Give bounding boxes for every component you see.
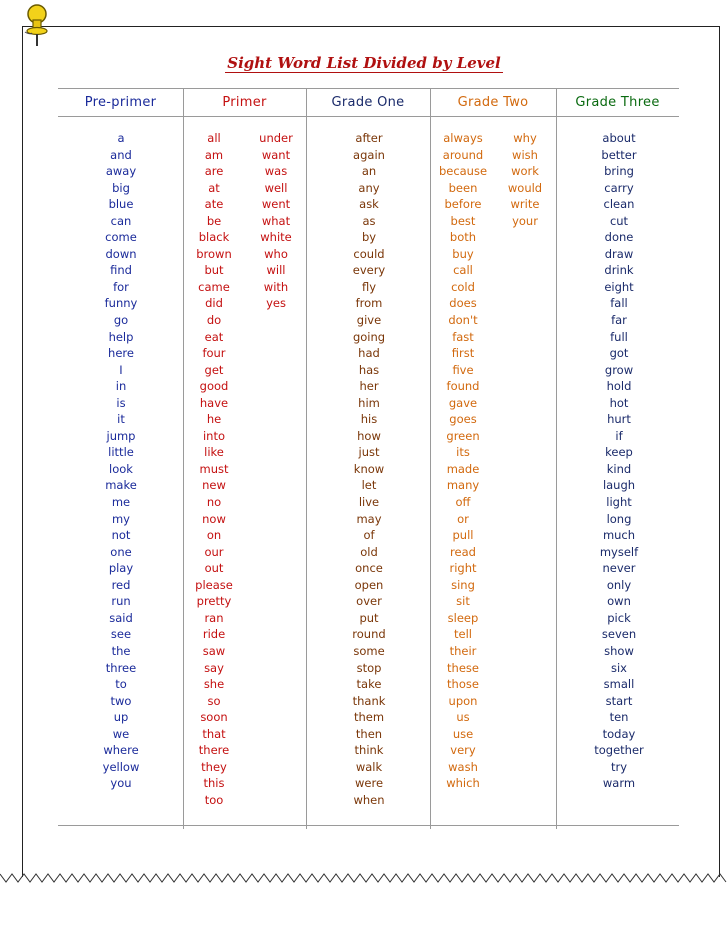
word-item: very <box>450 743 476 758</box>
word-item: call <box>453 263 473 278</box>
word-item: its <box>456 445 470 460</box>
word-item: draw <box>604 246 634 261</box>
word-item: no <box>206 495 222 510</box>
word-item: would <box>507 180 543 195</box>
word-item: yellow <box>102 759 140 774</box>
word-item: once <box>355 561 383 576</box>
word-item: black <box>198 230 230 245</box>
word-item: it <box>117 412 125 427</box>
word-item: an <box>361 164 377 179</box>
word-item: came <box>198 279 230 294</box>
word-item: new <box>202 478 226 493</box>
word-item: think <box>354 743 384 758</box>
word-item: white <box>260 230 292 245</box>
word-item: is <box>116 395 126 410</box>
word-item: know <box>353 461 385 476</box>
word-item: buy <box>452 246 474 261</box>
word-item: better <box>601 147 637 162</box>
word-item: thank <box>352 693 386 708</box>
word-item: much <box>602 528 636 543</box>
word-item: had <box>358 346 380 361</box>
word-item: or <box>457 511 469 526</box>
word-item: all <box>207 131 221 145</box>
word-item: help <box>108 329 134 344</box>
word-item: fly <box>361 279 377 294</box>
header-grade-three: Grade Three <box>575 95 660 110</box>
word-item: far <box>611 313 627 328</box>
word-item: see <box>110 627 132 642</box>
word-item: never <box>602 561 636 576</box>
word-item: hold <box>606 379 632 394</box>
word-item: from <box>355 296 383 311</box>
word-item: soon <box>200 710 228 725</box>
word-item: those <box>447 677 479 692</box>
word-item: sit <box>456 594 470 609</box>
word-item: up <box>113 710 129 725</box>
word-item: open <box>354 577 384 592</box>
word-item: the <box>111 643 131 658</box>
word-item: get <box>204 362 224 377</box>
word-item: every <box>352 263 386 278</box>
word-item: kind <box>606 461 632 476</box>
word-item: carry <box>604 180 634 195</box>
word-item: upon <box>448 693 478 708</box>
word-item: away <box>105 164 137 179</box>
word-item: pretty <box>196 594 232 609</box>
word-item: laugh <box>602 478 636 493</box>
word-item: use <box>452 726 474 741</box>
word-item: must <box>199 461 229 476</box>
word-item: four <box>202 346 226 361</box>
word-item: fall <box>610 296 628 311</box>
word-item: found <box>446 379 480 394</box>
column-divider <box>556 89 557 829</box>
word-item: our <box>204 544 224 559</box>
word-item: with <box>263 279 289 294</box>
word-item: yes <box>266 296 286 311</box>
word-item: grow <box>604 362 634 377</box>
word-item: make <box>105 478 137 493</box>
word-item: cold <box>451 279 475 294</box>
word-item: round <box>352 627 386 642</box>
word-item: tell <box>454 627 472 642</box>
word-item: hurt <box>607 412 631 427</box>
word-item: will <box>266 263 286 278</box>
word-item: sleep <box>447 610 479 625</box>
grade-two-column-1 <box>433 130 493 792</box>
preprimer-column <box>90 130 152 792</box>
word-item: around <box>442 147 484 162</box>
table-bottom-rule <box>58 825 679 826</box>
word-item: some <box>353 643 385 658</box>
word-item: your <box>512 213 538 228</box>
word-item: I <box>119 362 123 377</box>
word-item: ate <box>204 197 224 212</box>
word-item: play <box>108 561 134 576</box>
word-item: then <box>355 726 383 741</box>
word-item: after <box>355 131 383 145</box>
word-item: look <box>109 461 133 476</box>
word-item: which <box>446 776 480 791</box>
word-item: eight <box>604 279 634 294</box>
word-item: fast <box>452 329 474 344</box>
word-item: right <box>449 561 477 576</box>
word-item: again <box>353 147 385 162</box>
word-item: now <box>202 511 226 526</box>
word-item: jump <box>106 428 136 443</box>
word-item: when <box>353 792 385 807</box>
word-item: big <box>112 180 130 195</box>
word-item: before <box>444 197 482 212</box>
word-item: little <box>108 445 134 460</box>
page-title: Sight Word List Divided by Level <box>227 54 501 72</box>
zigzag-tear-edge <box>0 870 728 884</box>
word-item: red <box>111 577 131 592</box>
word-item: we <box>112 726 130 741</box>
word-item: a <box>117 131 125 145</box>
word-item: done <box>604 230 634 245</box>
word-item: were <box>354 776 384 791</box>
word-item: because <box>438 164 488 179</box>
word-item: this <box>203 776 225 791</box>
word-item: show <box>604 643 634 658</box>
word-item: made <box>446 461 480 476</box>
word-item: six <box>611 660 627 675</box>
word-item: myself <box>599 544 639 559</box>
word-item: us <box>456 710 470 725</box>
grade-two-column-2 <box>497 130 553 229</box>
word-item: cut <box>609 213 629 228</box>
primer-column-2 <box>250 130 302 312</box>
word-item: do <box>206 313 222 328</box>
word-item: said <box>109 610 133 625</box>
word-item: run <box>111 594 131 609</box>
word-item: best <box>450 213 476 228</box>
word-item: drink <box>604 263 634 278</box>
word-item: out <box>204 561 224 576</box>
word-item: in <box>115 379 127 394</box>
pushpin-icon <box>20 2 54 48</box>
word-item: where <box>103 743 139 758</box>
word-item: under <box>259 131 293 145</box>
word-item: both <box>449 230 477 245</box>
word-item: pick <box>607 610 631 625</box>
header-preprimer: Pre-primer <box>84 95 157 110</box>
word-item: only <box>606 577 632 592</box>
word-item: ride <box>202 627 226 642</box>
word-item: sing <box>451 577 475 592</box>
word-item: am <box>204 147 224 162</box>
word-item: ran <box>204 610 224 625</box>
word-item: two <box>110 693 132 708</box>
word-item: their <box>449 643 477 658</box>
word-item: what <box>261 213 291 228</box>
column-divider <box>430 89 431 829</box>
word-item: them <box>353 710 385 725</box>
word-item: goes <box>449 412 477 427</box>
word-item: my <box>111 511 130 526</box>
word-item: go <box>113 313 129 328</box>
word-item: off <box>455 495 471 510</box>
word-item: let <box>361 478 377 493</box>
word-item: him <box>358 395 380 410</box>
word-item: they <box>201 759 227 774</box>
word-item: hot <box>609 395 629 410</box>
word-item: could <box>353 246 385 261</box>
word-item: have <box>199 395 229 410</box>
word-item: warm <box>602 776 636 791</box>
word-item: good <box>199 379 229 394</box>
word-item: want <box>261 147 291 162</box>
word-item: on <box>206 528 222 543</box>
word-item: first <box>451 346 475 361</box>
word-item: today <box>602 726 636 741</box>
word-item: pull <box>452 528 474 543</box>
word-item: try <box>610 759 628 774</box>
word-item: clean <box>603 197 635 212</box>
word-item: please <box>195 577 233 592</box>
word-item: read <box>450 544 476 559</box>
word-item: own <box>607 594 631 609</box>
word-item: seven <box>601 627 637 642</box>
word-item: been <box>448 180 478 195</box>
word-item: funny <box>104 296 138 311</box>
word-item: not <box>111 528 131 543</box>
column-divider <box>183 89 184 829</box>
word-item: one <box>110 544 132 559</box>
word-item: was <box>264 164 288 179</box>
word-item: going <box>352 329 386 344</box>
word-item: of <box>363 528 375 543</box>
word-item: green <box>446 428 480 443</box>
word-item: down <box>105 246 137 261</box>
header-bottom-rule <box>58 116 679 117</box>
word-item: eat <box>204 329 224 344</box>
word-item: work <box>511 164 539 179</box>
word-item: how <box>357 428 381 443</box>
word-item: blue <box>108 197 134 212</box>
word-item: are <box>204 164 224 179</box>
word-item: brown <box>196 246 232 261</box>
word-item: about <box>602 131 636 145</box>
header-grade-two: Grade Two <box>457 95 529 110</box>
word-item: if <box>615 428 623 443</box>
word-item: wash <box>448 759 478 774</box>
word-item: got <box>609 346 629 361</box>
word-item: over <box>356 594 382 609</box>
primer-column-1 <box>186 130 242 808</box>
word-item: she <box>203 677 225 692</box>
word-item: like <box>204 445 224 460</box>
word-item: gave <box>448 395 478 410</box>
grade-one-column <box>336 130 402 808</box>
word-item: that <box>202 726 226 741</box>
word-item: give <box>356 313 382 328</box>
word-item: who <box>264 246 288 261</box>
word-item: why <box>513 131 537 145</box>
word-item: together <box>594 743 644 758</box>
word-item: has <box>358 362 380 377</box>
word-item: write <box>510 197 540 212</box>
word-item: can <box>110 213 132 228</box>
word-item: always <box>443 131 483 145</box>
word-item: did <box>205 296 223 311</box>
header-grade-one: Grade One <box>331 95 405 110</box>
word-item: does <box>449 296 477 311</box>
word-item: start <box>605 693 633 708</box>
grade-three-column <box>584 130 654 792</box>
word-item: any <box>358 180 380 195</box>
word-item: well <box>264 180 288 195</box>
word-item: many <box>446 478 480 493</box>
word-item: keep <box>605 445 633 460</box>
word-item: but <box>204 263 224 278</box>
word-item: you <box>110 776 132 791</box>
word-item: here <box>108 346 134 361</box>
header-top-rule <box>58 88 679 89</box>
word-item: live <box>358 495 380 510</box>
word-item: be <box>206 213 222 228</box>
word-item: and <box>110 147 132 162</box>
word-item: walk <box>355 759 383 774</box>
word-item: into <box>202 428 226 443</box>
word-item: may <box>356 511 382 526</box>
word-item: went <box>261 197 291 212</box>
word-item: at <box>208 180 220 195</box>
word-item: her <box>359 379 379 394</box>
word-item: five <box>452 362 474 377</box>
word-item: as <box>362 213 376 228</box>
word-item: saw <box>202 643 226 658</box>
word-item: long <box>606 511 632 526</box>
word-item: to <box>115 677 127 692</box>
word-item: don't <box>448 313 478 328</box>
column-divider <box>306 89 307 829</box>
word-item: light <box>606 495 632 510</box>
word-item: bring <box>604 164 634 179</box>
word-item: put <box>359 610 379 625</box>
word-item: me <box>111 495 131 510</box>
word-item: there <box>198 743 230 758</box>
word-item: by <box>361 230 377 245</box>
word-item: ten <box>609 710 629 725</box>
word-item: his <box>360 412 378 427</box>
word-item: find <box>110 263 132 278</box>
word-item: say <box>204 660 224 675</box>
word-item: ask <box>359 197 379 212</box>
word-item: come <box>105 230 137 245</box>
word-item: wish <box>512 147 538 162</box>
word-item: these <box>447 660 479 675</box>
word-item: full <box>610 329 628 344</box>
word-item: three <box>105 660 137 675</box>
word-item: stop <box>356 660 382 675</box>
word-item: old <box>360 544 378 559</box>
header-primer: Primer <box>222 95 267 110</box>
word-item: so <box>207 693 221 708</box>
word-item: too <box>204 792 224 807</box>
word-item: take <box>356 677 382 692</box>
word-item: small <box>603 677 635 692</box>
word-item: just <box>358 445 380 460</box>
word-item: he <box>206 412 222 427</box>
word-item: for <box>113 279 129 294</box>
